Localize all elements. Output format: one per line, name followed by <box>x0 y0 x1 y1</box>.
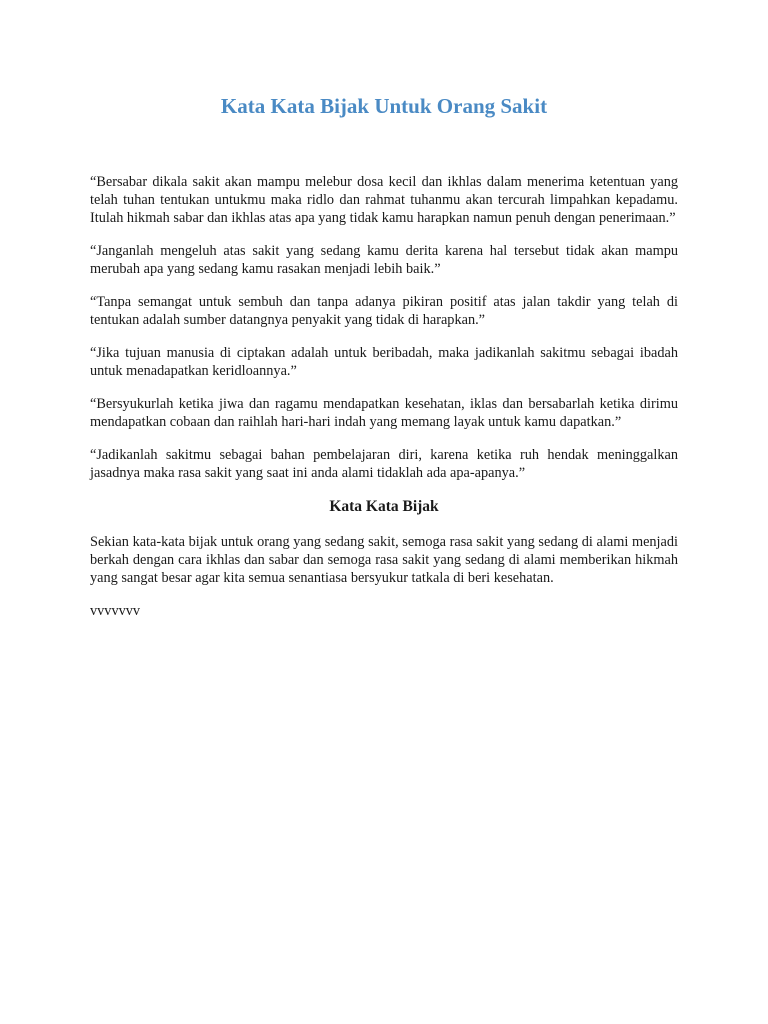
closing-paragraph: Sekian kata-kata bijak untuk orang yang sedang sakit, semoga rasa sakit yang sedang di alami menjadi berkah dengan cara ikhlas dan sabar dan semoga rasa sakit yang sedang di alami memberikan hikmah yang sangat besar agar kita semua senantiasa bersyukur tatkala di beri kesehatan. <box>90 534 678 586</box>
trailing-text: vvvvvvv <box>90 603 141 619</box>
quote-paragraph-5: “Bersyukurlah ketika jiwa dan ragamu mendapatkan kesehatan, iklas dan bersabarlah ketika dirimu mendapatkan cobaan dan raihlah hari-hari indah yang memang layak untuk kamu dapatkan.” <box>90 396 678 430</box>
quote-paragraph-6: “Jadikanlah sakitmu sebagai bahan pembelajaran diri, karena ketika ruh hendak meninggalkan jasadnya maka rasa sakit yang saat ini anda alami tidaklah ada apa-apanya.” <box>90 447 678 481</box>
document-title: Kata Kata Bijak Untuk Orang Sakit <box>220 94 548 118</box>
quote-paragraph-3: “Tanpa semangat untuk sembuh dan tanpa adanya pikiran positif atas jalan takdir yang telah di tentukan adalah sumber datangnya penyakit yang tidak di harapkan.” <box>90 294 678 328</box>
quote-paragraph-4: “Jika tujuan manusia di ciptakan adalah untuk beribadah, maka jadikanlah sakitmu sebagai ibadah untuk menadapatkan keridloannya.” <box>90 345 678 379</box>
document-body <box>90 173 678 620</box>
quote-paragraph-2: “Janganlah mengeluh atas sakit yang sedang kamu derita karena hal tersebut tidak akan mampu merubah apa yang sedang kamu rasakan menjadi lebih baik.” <box>90 243 678 277</box>
section-heading: Kata Kata Bijak <box>329 498 439 515</box>
quote-paragraph-1: “Bersabar dikala sakit akan mampu melebur dosa kecil dan ikhlas dalam menerima ketentuan yang telah tuhan tentukan untukmu maka ridlo dan rahmat tuhanmu akan tercurah limpahkan kepadamu. Itulah hikmah sabar dan ikhlas atas apa yang tidak kamu harapkan namun penuh dengan penerimaan.” <box>90 174 678 226</box>
